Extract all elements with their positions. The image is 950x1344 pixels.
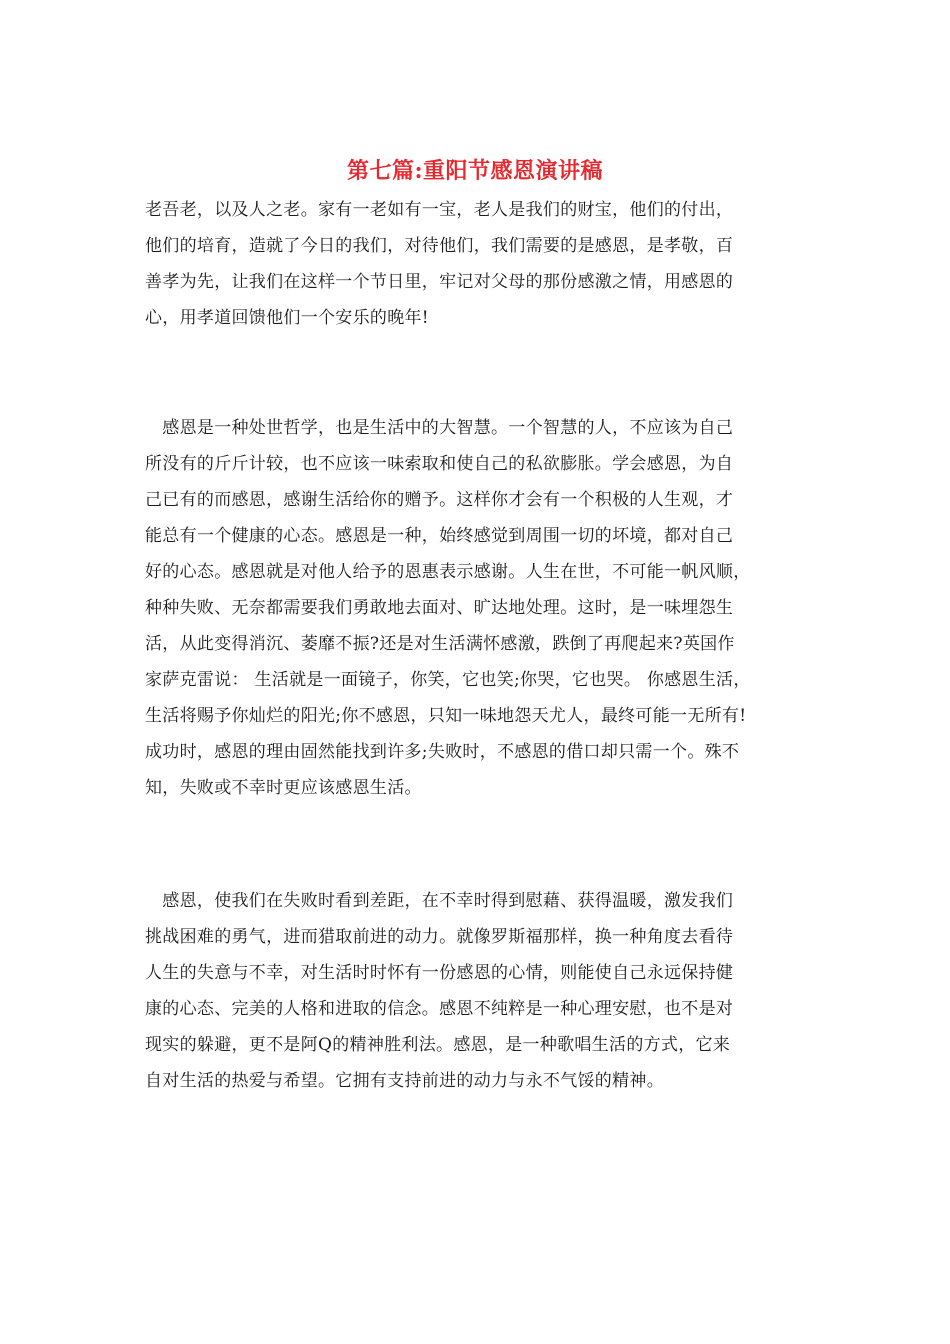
paragraph-line: 他们的培育，造就了今日的我们，对待他们，我们需要的是感恩，是孝敬，百 [145, 236, 734, 256]
paragraph-line: 种种失败、无奈都需要我们勇敢地去面对、旷达地处理。这时，是一味埋怨生 [145, 598, 734, 618]
document-title: 第七篇:重阳节感恩演讲稿 [346, 158, 604, 184]
paragraph-line: 己已有的而感恩，感谢生活给你的赠予。这样你才会有一个积极的人生观，才 [145, 490, 734, 510]
paragraph-line: 生活将赐予你灿烂的阳光;你不感恩，只知一味地怨天尤人，最终可能一无所有! [145, 706, 747, 726]
paragraph-line: 能总有一个健康的心态。感恩是一种，始终感觉到周围一切的坏境，都对自己 [145, 526, 734, 546]
paragraph-line: 感恩，使我们在失败时看到差距，在不幸时得到慰藉、获得温暖，激发我们 [145, 891, 734, 911]
paragraph-line: 挑战困难的勇气，进而猎取前进的动力。就像罗斯福那样，换一种角度去看待 [145, 927, 734, 947]
paragraph-line: 善孝为先，让我们在这样一个节日里，牢记对父母的那份感激之情，用感恩的 [145, 272, 734, 292]
paragraph-line: 好的心态。感恩就是对他人给予的恩惠表示感谢。人生在世，不可能一帆风顺， [145, 562, 751, 582]
paragraph-line: 家萨克雷说： 生活就是一面镜子，你笑，它也笑;你哭，它也哭。 你感恩生活， [145, 670, 751, 690]
paragraph-3 [145, 883, 805, 1099]
paragraph-line: 知，失败或不幸时更应该感恩生活。 [145, 778, 422, 798]
paragraph-line: 人生的失意与不幸，对生活时时怀有一份感恩的心情，则能使自己永远保持健 [145, 963, 734, 983]
paragraph-line: 成功时，感恩的理由固然能找到许多;失败时，不感恩的借口却只需一个。殊不 [145, 742, 740, 762]
paragraph-line: 现实的躲避，更不是阿Q的精神胜利法。感恩，是一种歌唱生活的方式，它来 [145, 1035, 731, 1055]
paragraph-line: 康的心态、完美的人格和进取的信念。感恩不纯粹是一种心理安慰，也不是对 [145, 999, 734, 1019]
paragraph-line: 所没有的斤斤计较，也不应该一味索取和使自己的私欲膨胀。学会感恩，为自 [145, 454, 734, 474]
paragraph-line: 老吾老，以及人之老。家有一老如有一宝，老人是我们的财宝，他们的付出， [145, 200, 734, 220]
paragraph-line: 感恩是一种处世哲学，也是生活中的大智慧。一个智慧的人，不应该为自己 [145, 418, 734, 438]
paragraph-line: 心，用孝道回馈他们一个安乐的晚年! [145, 308, 429, 328]
paragraph-2 [145, 410, 805, 806]
paragraph-1 [145, 192, 805, 336]
paragraph-line: 活，从此变得消沉、萎靡不振?还是对生活满怀感激，跌倒了再爬起来?英国作 [145, 634, 735, 654]
paragraph-line: 自对生活的热爱与希望。它拥有支持前进的动力与永不气馁的精神。 [145, 1071, 664, 1091]
